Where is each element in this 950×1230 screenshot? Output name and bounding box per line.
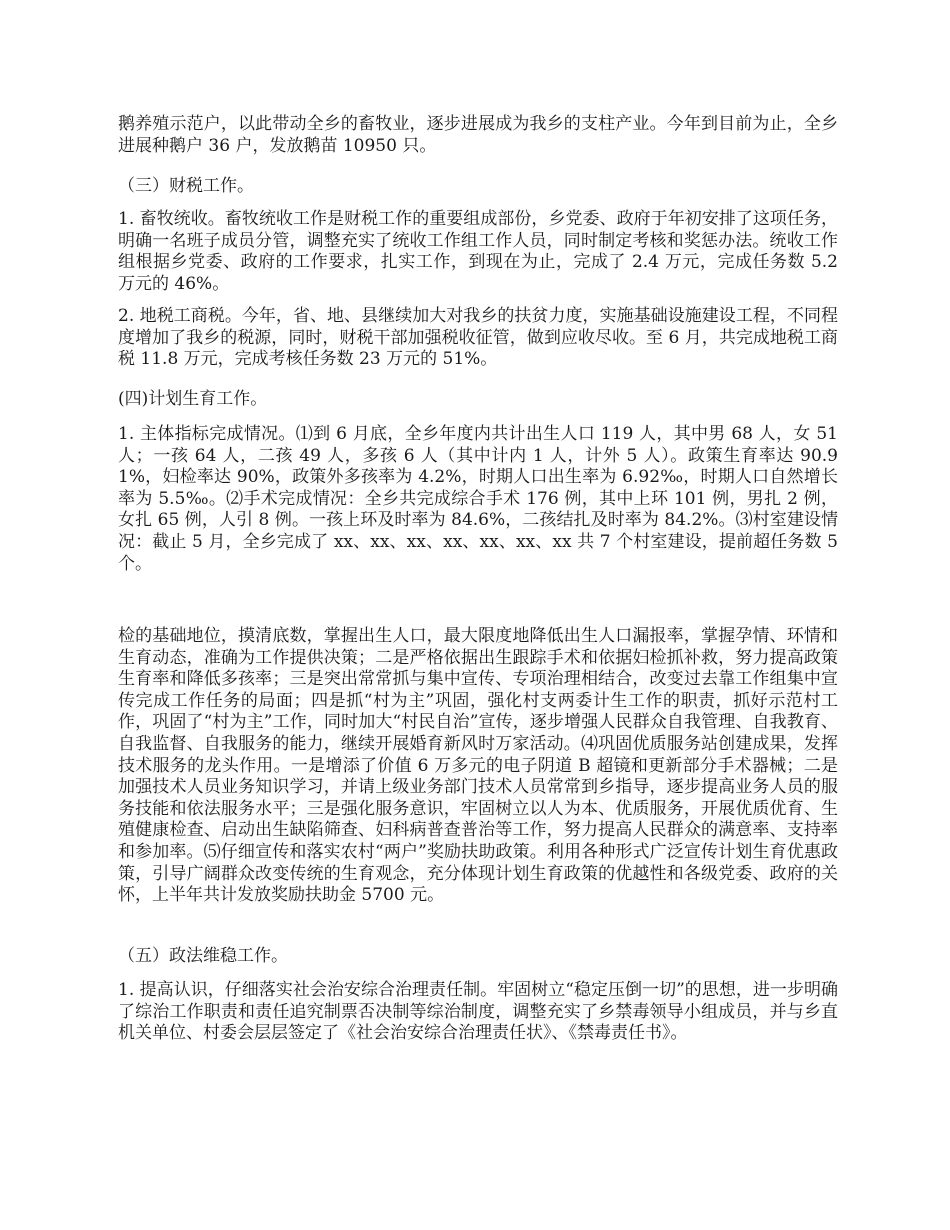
- paragraph-social-security: 1. 提高认识，仔细落实社会治安综合治理责任制。牢固树立“稳定压倒一切”的思想，进一步明确了综治工作职责和责任追究制票否决制等综治制度，调整充实了乡禁毒领导小组成员，并与乡直机关单位、村委会层层签定了《社会治安综合治理责任状》、《禁毒责任书》。: [118, 980, 838, 1044]
- heading-political-legal: （五）政法维稳工作。: [118, 946, 288, 966]
- heading-finance-tax: （三）财税工作。: [118, 176, 254, 196]
- paragraph-livestock-collection: 1. 畜牧统收。畜牧统收工作是财税工作的重要组成部份，乡党委、政府于年初安排了这项任务，明确一名班子成员分管，调整充实了统收工作组工作人员，同时制定考核和奖惩办法。统收工作组根据乡党委、政府的工作要求，扎实工作，到现在为止，完成了 2.4 万元，完成任务数 5.2 万元的 46%。: [118, 209, 838, 294]
- paragraph-local-tax: 2. 地税工商税。今年，省、地、县继续加大对我乡的扶贫力度，实施基础设施建设工程，不同程度增加了我乡的税源，同时，财税干部加强税收征管，做到应收尽收。至 6 月，共完成地税工商税 11.8 万元，完成考核任务数 23 万元的 51%。: [118, 306, 838, 370]
- paragraph-goose-farming: 鹅养殖示范户，以此带动全乡的畜牧业，逐步进展成为我乡的支柱产业。今年到目前为止，全乡进展种鹅户 36 户，发放鹅苗 10950 只。: [118, 114, 838, 156]
- paragraph-main-indicators: 1. 主体指标完成情况。⑴到 6 月底，全乡年度内共计出生人口 119 人，其中男 68 人，女 51 人；一孩 64 人，二孩 49 人，多孩 6 人（其中计内 1 人，计外 5 人）。政策生育率达 90.91%，妇检率达 90%，政策外多孩率为 4.2%，时期人口出生率为 6.92‰，时期人口自然增长率为 5.5‰。⑵手术完成情况：全乡共完成综合手术 176 例，其中上环 101 例，男扎 2 例，女扎 65 例，人引 8 例。一孩上环及时率为 84.6%，二孩结扎及时率为 84.2%。⑶村室建设情况：截止 5 月，全乡完成了 xx、xx、xx、xx、xx、xx、xx 共 7 个村室建设，提前超任务数 5 个。: [118, 424, 838, 574]
- paragraph-service-measures: 检的基础地位，摸清底数，掌握出生人口，最大限度地降低出生人口漏报率，掌握孕情、环情和生育动态，准确为工作提供决策；二是严格依据出生跟踪手术和依据妇检抓补救，努力提高政策生育率和降低多孩率；三是突出常常抓与集中宣传、专项治理相结合，改变过去靠工作组集中宣传完成工作任务的局面；四是抓“村为主”巩固，强化村支两委计生工作的职责，抓好示范村工作，巩固了“村为主”工作，同时加大“村民自治”宣传，逐步增强人民群众自我管理、自我教育、自我监督、自我服务的能力，继续开展婚育新风时万家活动。⑷巩固优质服务站创建成果，发挥技术服务的龙头作用。一是增添了价值 6 万多元的电子阴道 B 超镜和更新部分手术器械；二是加强技术人员业务知识学习，并请上级业务部门技术人员常常到乡指导，逐步提高业务人员的服务技能和依法服务水平；三是强化服务意识，牢固树立以人为本、优质服务，开展优质优育、生殖健康检查、启动出生缺陷筛查、妇科病普查普治等工作，努力提高人民群众的满意率、支持率和参加率。⑸仔细宣传和落实农村“两户”奖励扶助政策。利用各种形式广泛宣传计划生育优惠政策，引导广阔群众改变传统的生育观念，充分体现计划生育政策的优越性和各级党委、政府的关怀，上半年共计发放奖励扶助金 5700 元。: [118, 626, 838, 906]
- heading-family-planning: (四)计划生育工作。: [118, 389, 268, 409]
